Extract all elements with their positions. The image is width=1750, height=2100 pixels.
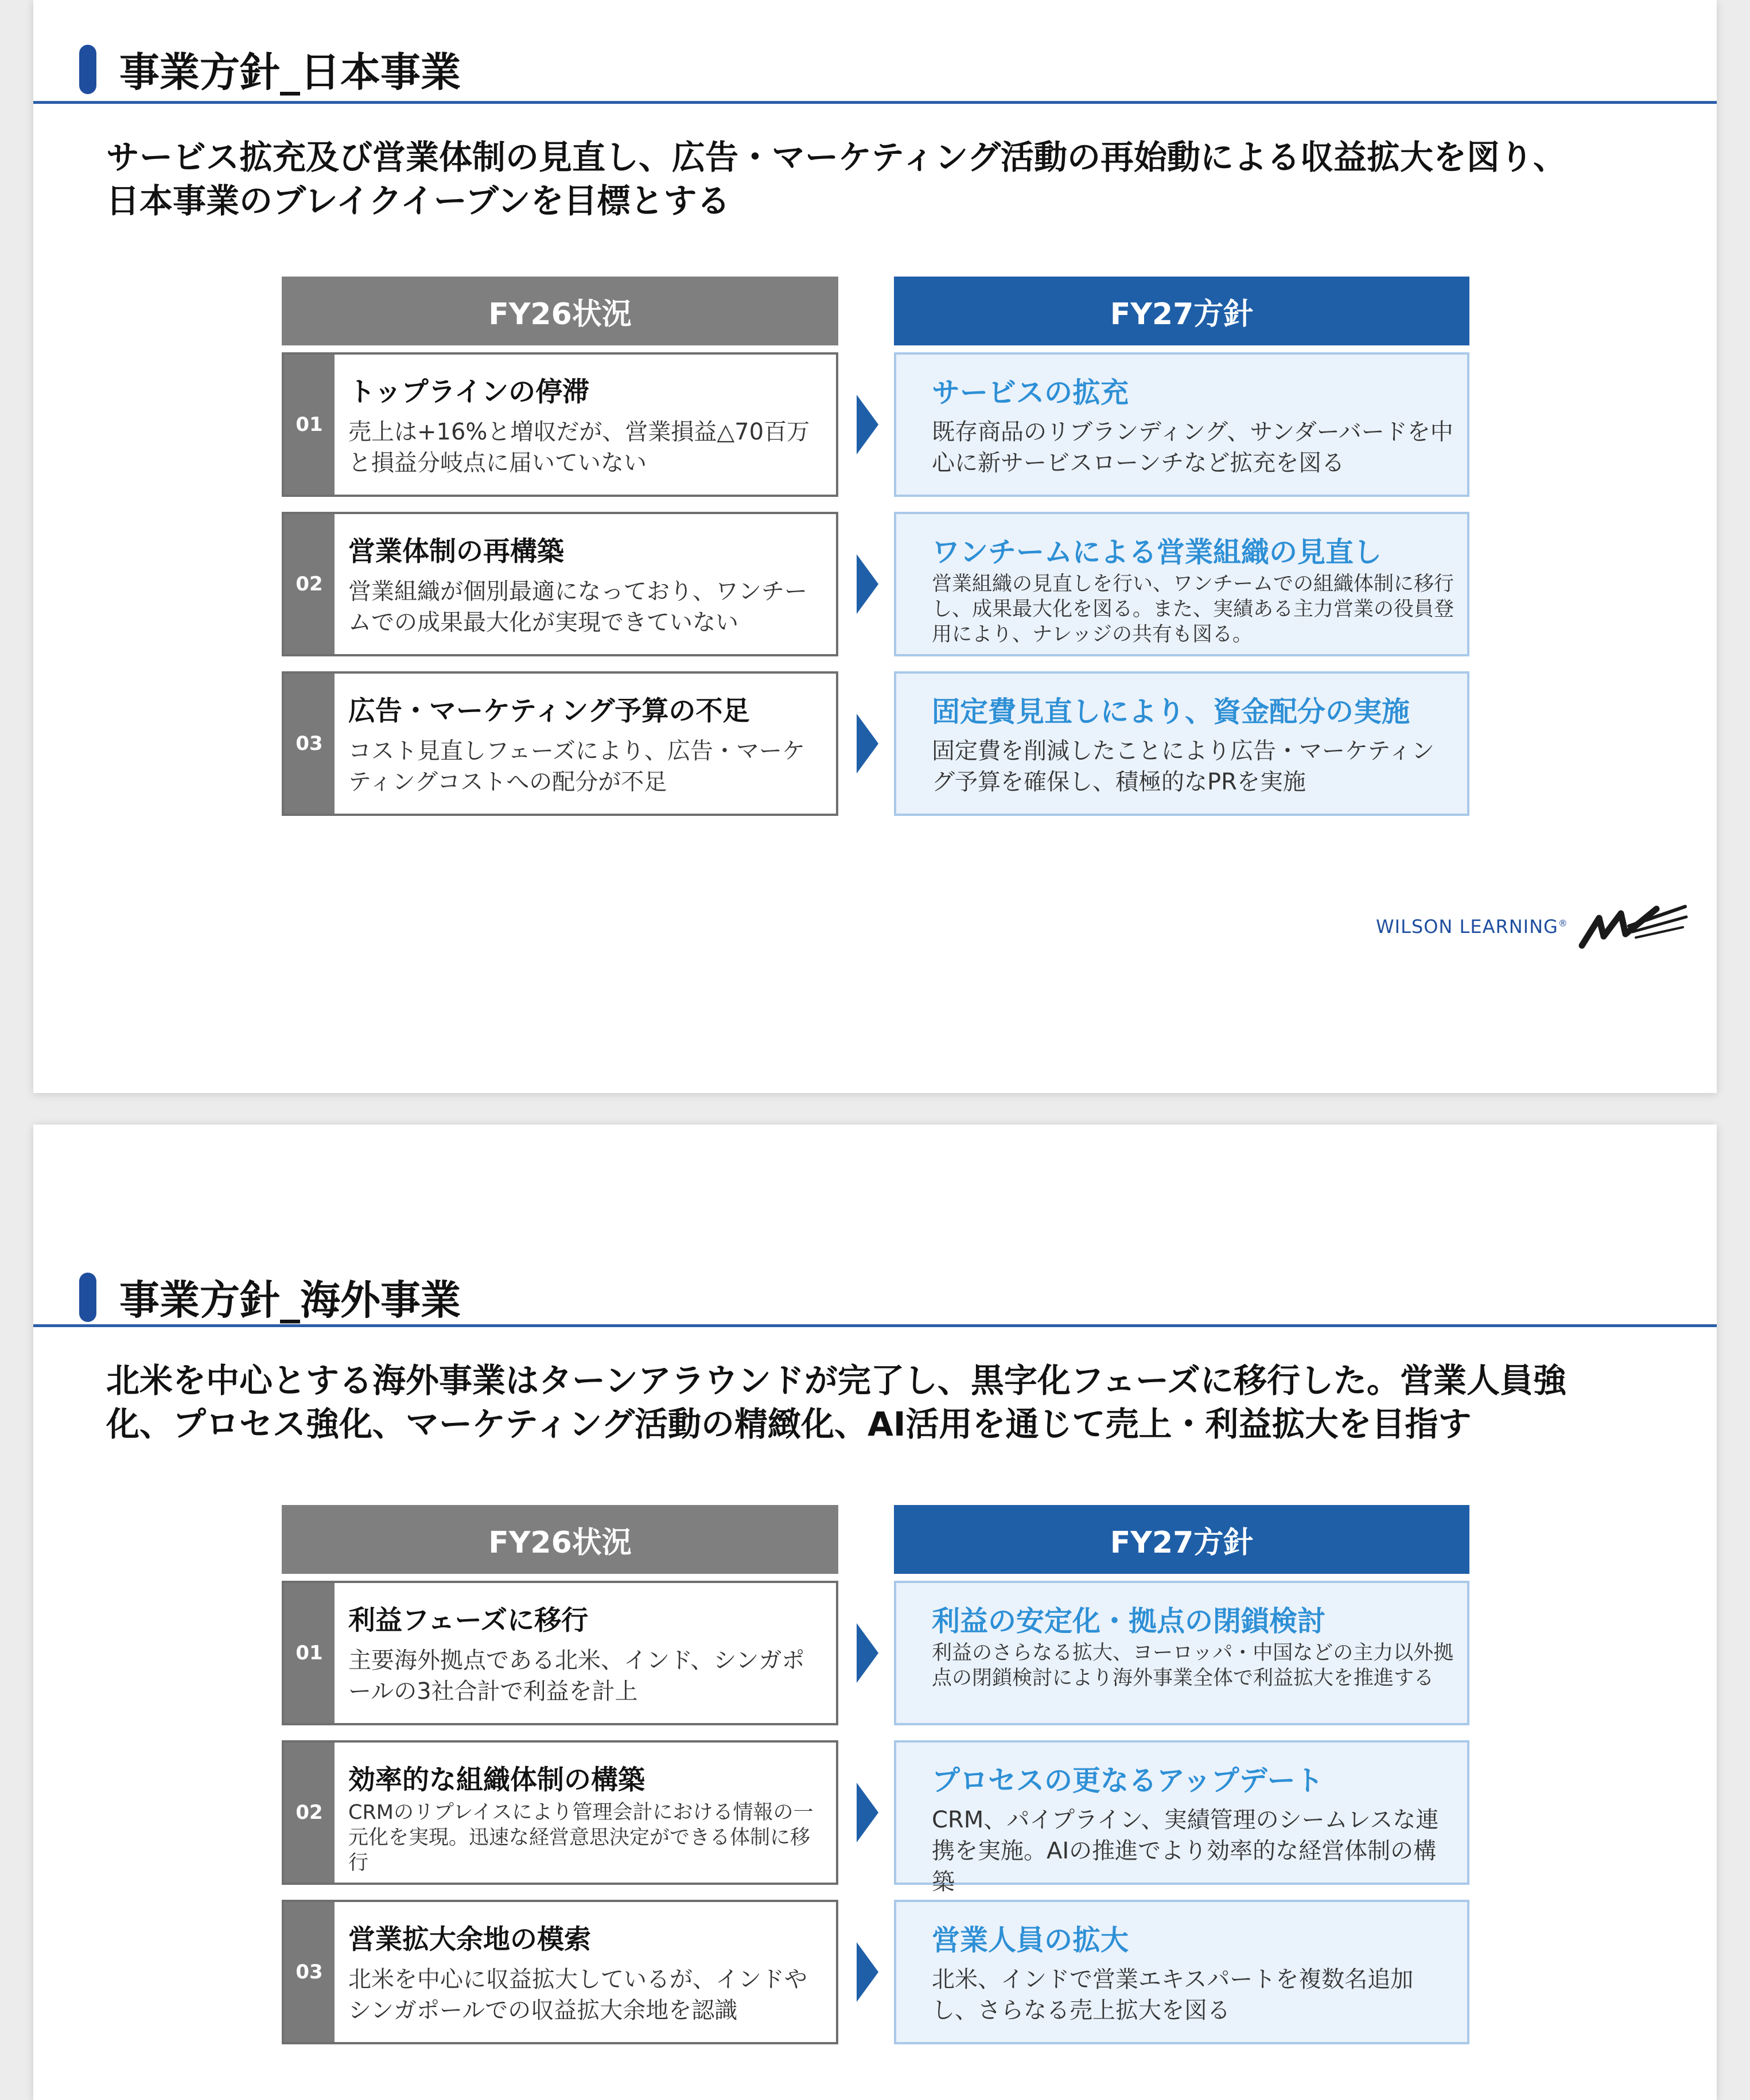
status-card bbox=[282, 1581, 838, 1725]
policy-card bbox=[894, 671, 1469, 816]
status-body: コスト見直しフェーズにより、広告・マーケティングコストへの配分が不足 bbox=[348, 738, 805, 795]
slide-title bbox=[79, 40, 461, 98]
lead-line: サービス拡充及び営業体制の見直し、広告・マーケティング活動の再始動による収益拡大を図り、 bbox=[106, 138, 1567, 177]
policy-card bbox=[894, 1740, 1469, 1895]
status-card bbox=[282, 671, 838, 816]
row-number: 03 bbox=[284, 1902, 335, 2042]
policy-body: CRM、パイプライン、実績管理のシームレスな連携を実施。AIの推進でより効率的な経営体制の構築 bbox=[932, 1807, 1439, 1895]
policy-title: ワンチームによる営業組織の見直し bbox=[932, 536, 1382, 569]
slide-overseas-business bbox=[33, 1125, 1717, 2100]
slide-title-text: 事業方針_海外事業 bbox=[119, 1277, 461, 1324]
fy27-header: FY27方針 bbox=[894, 1505, 1469, 1574]
slide-title bbox=[79, 1268, 461, 1326]
policy-body: 北米、インドで営業エキスパートを複数名追加し、さらなる売上拡大を図る bbox=[932, 1966, 1414, 2024]
status-card bbox=[282, 1900, 838, 2044]
status-body: 売上は+16%と増収だが、営業損益△70百万と損益分岐点に届いていない bbox=[348, 419, 810, 476]
title-rule bbox=[33, 1324, 1717, 1327]
policy-title: 固定費見直しにより、資金配分の実施 bbox=[932, 695, 1410, 728]
status-body: 営業組織が個別最適になっており、ワンチームでの成果最大化が実現できていない bbox=[348, 578, 807, 636]
row-number: 01 bbox=[284, 1583, 335, 1723]
slide-title-text: 事業方針_日本事業 bbox=[119, 49, 461, 96]
policy-card bbox=[894, 1900, 1469, 2044]
policy-card bbox=[894, 512, 1469, 656]
status-body: 主要海外拠点である北米、インド、シンガポールの3社合計で利益を計上 bbox=[348, 1647, 805, 1705]
logo-text: WILSON LEARNING® bbox=[1376, 916, 1568, 938]
status-card bbox=[282, 512, 838, 656]
policy-body: 固定費を削減したことにより広告・マーケティング予算を確保し、積極的なPRを実施 bbox=[932, 738, 1434, 795]
policy-title: 営業人員の拡大 bbox=[932, 1924, 1129, 1957]
fy27-header: FY27方針 bbox=[894, 277, 1469, 345]
logo-mark-icon bbox=[1576, 901, 1691, 952]
arrow-right-icon bbox=[857, 554, 878, 614]
policy-title: プロセスの更なるアップデート bbox=[932, 1764, 1324, 1797]
fy26-header: FY26状況 bbox=[282, 277, 838, 345]
policy-card bbox=[894, 1581, 1469, 1725]
policy-body: 利益のさらなる拡大、ヨーロッパ・中国などの主力以外拠点の閉鎖検討により海外事業全体で利益拡大を推進する bbox=[932, 1642, 1454, 1690]
arrow-right-icon bbox=[857, 1623, 878, 1683]
status-card bbox=[282, 352, 838, 497]
fy26-header: FY26状況 bbox=[282, 1505, 838, 1574]
policy-body: 営業組織の見直しを行い、ワンチームでの組織体制に移行し、成果最大化を図る。また、実績ある主力営業の役員登用により、ナレッジの共有も図る。 bbox=[932, 573, 1455, 646]
status-title: 営業拡大余地の模索 bbox=[348, 1924, 591, 1955]
lead-line: 化、プロセス強化、マーケティング活動の精緻化、AI活用を通じて売上・利益拡大を目指す bbox=[106, 1405, 1472, 1444]
arrow-right-icon bbox=[857, 395, 878, 454]
policy-title: 利益の安定化・拠点の閉鎖検討 bbox=[932, 1605, 1326, 1638]
status-card bbox=[282, 1740, 838, 1885]
lead-line: 日本事業のブレイクイーブンを目標とする bbox=[106, 181, 730, 220]
status-body: CRMのリプレイスにより管理会計における情報の一元化を実現。迅速な経営意思決定ができる体制に移行 bbox=[348, 1801, 814, 1875]
lead-statement bbox=[106, 135, 1690, 223]
status-title: 利益フェーズに移行 bbox=[348, 1605, 589, 1636]
status-title: 広告・マーケティング予算の不足 bbox=[348, 695, 750, 727]
row-number: 01 bbox=[284, 355, 335, 495]
title-accent-bar bbox=[79, 45, 96, 94]
arrow-right-icon bbox=[857, 1942, 878, 2002]
status-title: トップラインの停滞 bbox=[348, 376, 590, 408]
row-number: 02 bbox=[284, 1743, 335, 1883]
status-body: 北米を中心に収益拡大しているが、インドやシンガポールでの収益拡大余地を認識 bbox=[348, 1966, 807, 2024]
arrow-right-icon bbox=[857, 1783, 878, 1842]
row-number: 02 bbox=[284, 514, 335, 654]
title-rule bbox=[33, 101, 1717, 104]
arrow-right-icon bbox=[857, 714, 878, 773]
lead-line: 北米を中心とする海外事業はターンアラウンドが完了し、黒字化フェーズに移行した。営業人員強 bbox=[106, 1361, 1567, 1400]
title-accent-bar bbox=[79, 1273, 96, 1322]
wilson-learning-logo bbox=[1376, 901, 1691, 952]
row-number: 03 bbox=[284, 674, 335, 814]
policy-body: 既存商品のリブランディング、サンダーバードを中心に新サービスローンチなど拡充を図る bbox=[932, 419, 1453, 476]
lead-statement bbox=[106, 1359, 1690, 1446]
status-title: 営業体制の再構築 bbox=[348, 536, 564, 567]
status-title: 効率的な組織体制の構築 bbox=[348, 1764, 645, 1796]
policy-card bbox=[894, 352, 1469, 497]
slide-japan-business bbox=[33, 0, 1717, 1093]
policy-title: サービスの拡充 bbox=[932, 376, 1129, 409]
